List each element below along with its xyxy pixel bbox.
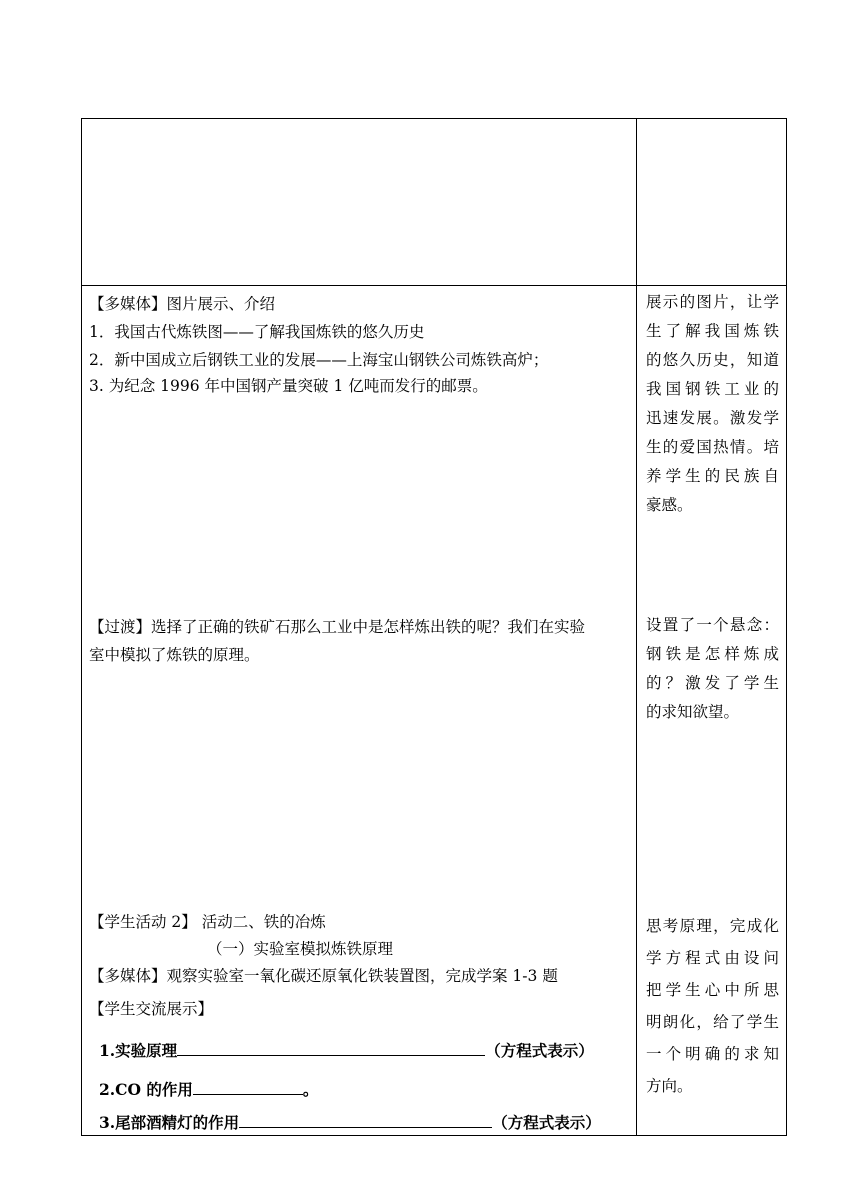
question-3-blank[interactable] xyxy=(239,1113,492,1128)
activity-heading: 【学生活动 2】 活动二、铁的冶炼 xyxy=(89,913,326,931)
note-1-line: 迅速发展。激发学 xyxy=(646,409,779,427)
question-3 xyxy=(99,1113,601,1133)
activity-subheading: （一）实验室模拟炼铁原理 xyxy=(207,940,394,958)
question-2-blank[interactable] xyxy=(193,1080,303,1095)
question-1 xyxy=(99,1041,594,1061)
note-3-line: 把学生心中所思 xyxy=(646,981,779,999)
activity-multimedia: 【多媒体】观察实验室一氧化碳还原氧化铁装置图，完成学案 1-3 题 xyxy=(89,967,558,985)
design-note-1 xyxy=(646,288,779,520)
note-3-line: 明朗化，给了学生 xyxy=(646,1013,779,1031)
question-3-label: 3.尾部酒精灯的作用 xyxy=(99,1113,240,1132)
note-1-line: 的悠久历史，知道 xyxy=(646,351,779,369)
question-1-suffix: （方程式表示） xyxy=(485,1041,594,1060)
note-1-line: 养学生的民族自 xyxy=(646,467,779,485)
note-1-line: 生的爱国热情。培 xyxy=(646,438,779,456)
question-1-blank[interactable] xyxy=(177,1041,485,1056)
note-3-line: 学方程式由设问 xyxy=(646,949,779,967)
multimedia-item-1: 1．我国古代炼铁图——了解我国炼铁的悠久历史 xyxy=(89,323,425,341)
note-1-line: 展示的图片，让学 xyxy=(646,293,779,311)
student-exchange-heading: 【学生交流展示】 xyxy=(89,1000,214,1018)
question-1-label: 1.实验原理 xyxy=(99,1041,178,1060)
question-2-label: 2.CO 的作用 xyxy=(99,1080,193,1099)
multimedia-heading: 【多媒体】图片展示、介绍 xyxy=(89,295,276,313)
note-1-line: 我国钢铁工业的 xyxy=(646,380,779,398)
row-divider xyxy=(81,285,787,286)
note-2-line: 的求知欲望。 xyxy=(646,703,740,721)
question-3-suffix: （方程式表示） xyxy=(492,1113,601,1132)
multimedia-item-3: 3. 为纪念 1996 年中国钢产量突破 1 亿吨而发行的邮票。 xyxy=(89,377,488,395)
transition-line-2: 室中模拟了炼铁的原理。 xyxy=(89,646,260,664)
note-1-line: 豪感。 xyxy=(646,496,693,514)
multimedia-item-2: 2．新中国成立后钢铁工业的发展——上海宝山钢铁公司炼铁高炉； xyxy=(89,351,549,369)
note-2-line: 钢铁是怎样炼成 xyxy=(646,645,779,663)
note-3-line: 方向。 xyxy=(646,1077,693,1095)
note-3-line: 思考原理，完成化 xyxy=(646,917,779,935)
transition-line-1: 【过渡】选择了正确的铁矿石那么工业中是怎样炼出铁的呢？我们在实验 xyxy=(89,618,586,636)
column-divider xyxy=(636,118,637,1136)
note-3-line: 一个明确的求知 xyxy=(646,1045,779,1063)
note-2-line: 的？激发了学生 xyxy=(646,674,779,692)
question-2-suffix: 。 xyxy=(302,1080,319,1099)
question-2 xyxy=(99,1080,318,1100)
note-2-line: 设置了一个悬念： xyxy=(646,616,779,634)
design-note-2 xyxy=(646,611,779,727)
design-note-3 xyxy=(646,910,779,1102)
note-1-line: 生了解我国炼铁 xyxy=(646,322,779,340)
